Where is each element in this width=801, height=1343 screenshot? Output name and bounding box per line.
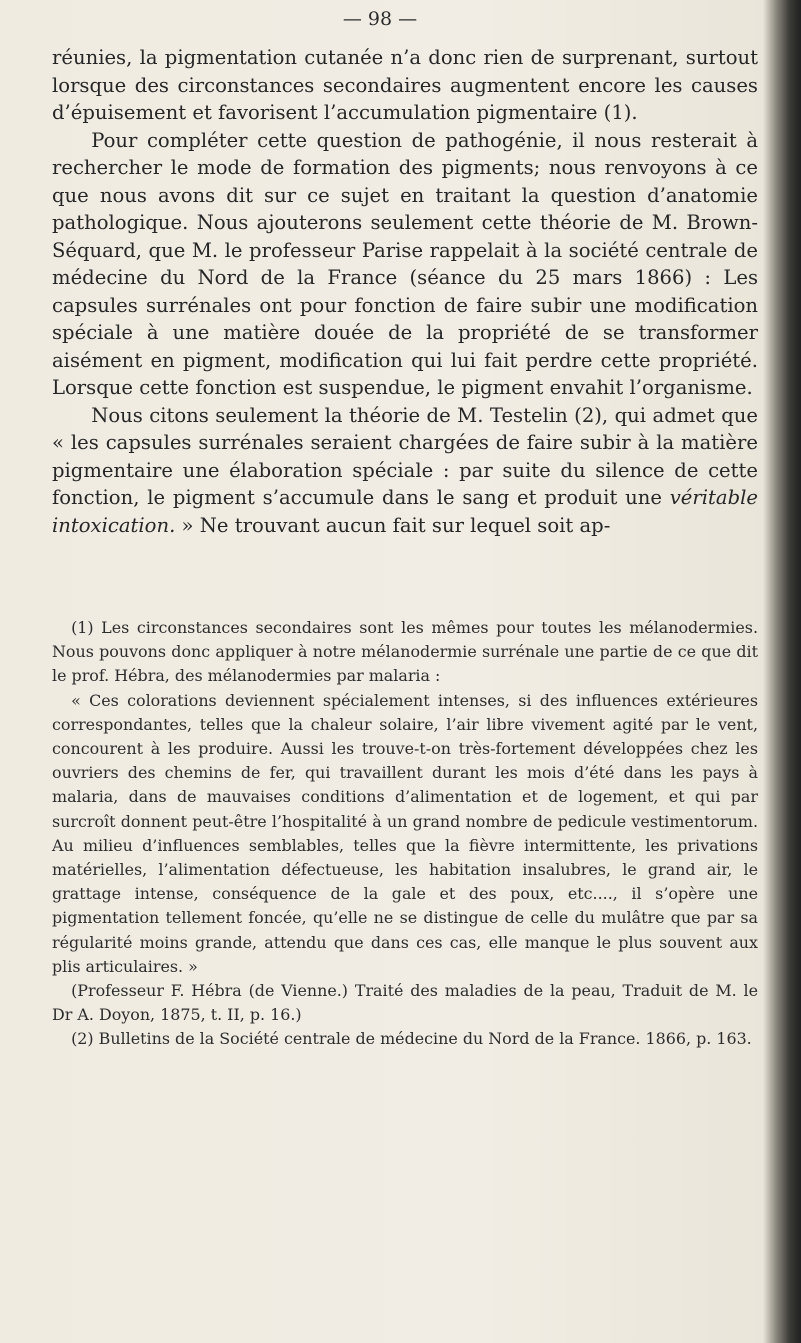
page-binding-edge xyxy=(763,0,801,1343)
main-text xyxy=(52,44,758,539)
footnotes xyxy=(52,616,758,1052)
paragraph-1: réunies, la pigmentation cutanée n’a donc rien de surprenant, surtout lorsque des circonstances secondaires augmentent encore les causes d’épuisement et favorisent l’accumulation pigmentaire (1). xyxy=(52,46,758,124)
paragraph-3-italic: véritable intoxication. xyxy=(52,486,758,537)
paragraph-3-end: » Ne trouvant aucun fait sur lequel soit ap- xyxy=(175,513,611,537)
footnote-1-citation: (Professeur F. Hébra (de Vienne.) Traité des maladies de la peau, Traduit de M. le Dr A. Doyon, 1875, t. II, p. 16.) xyxy=(52,981,758,1025)
paragraph-2: Pour compléter cette question de pathogénie, il nous resterait à rechercher le mode de formation des pigments; nous renvoyons à ce que nous avons dit sur ce sujet en traitant la question d’anatomie pathologique. Nous ajouterons seulement cette théorie de M. Brown-Séquard, que M. le professeur Parise rappelait à la société centrale de médecine du Nord de la France (séance du 25 mars 1866) : Les capsules surrénales ont pour fonction de faire subir une modification spéciale à une matière douée de la propriété de se transformer aisément en pigment, modification qui lui fait perdre cette propriété. Lorsque cette fonction est suspendue, le pigment envahit l’organisme. xyxy=(52,128,758,399)
paragraph-3-start: Nous citons seulement la théorie de M. Testelin (2), qui admet que « les capsules surrénales seraient chargées de faire subir à la matière pigmentaire une élaboration spéciale : par suite du silence de cette fonction, le pigment s’accumule dans le sang et produit une xyxy=(52,403,758,509)
footnote-1-quote: « Ces colorations deviennent spécialement intenses, si des influences extérieures correspondantes, telles que la chaleur solaire, l’air libre vivement agité par le vent, concourent à les produire. Aussi les trouve-t-on très-fortement développées chez les ouvriers des chemins de fer, qui travaillent durant les mois d’été dans les pays à malaria, dans de mauvaises conditions d’alimentation et de logement, et qui par surcroît donnent peut-être l’hospitalité à un grand nombre de pedicule vestimentorum. Au milieu d’influences semblables, telles que la fièvre intermittente, les privations matérielles, l’alimentation défectueuse, les habitation insalubres, le grand air, le grattage intense, conséquence de la gale et des poux, etc...., il s’opère une pigmentation tellement foncée, qu’elle ne se distingue de celle du mulâtre que par sa régularité moins grande, attendu que dans ces cas, elle manque le plus souvent aux plis articulaires. » xyxy=(52,690,758,976)
page-number: — 98 — xyxy=(342,8,418,30)
paragraph-3 xyxy=(52,402,758,540)
footnote-2: (2) Bulletins de la Société centrale de médecine du Nord de la France. 1866, p. 163. xyxy=(71,1029,752,1049)
footnote-1: (1) Les circonstances secondaires sont les mêmes pour toutes les mélanodermies. Nous pouvons donc appliquer à notre mélanodermie surrénale une partie de ce que dit le prof. Hébra, des mélanodermies par malaria : xyxy=(52,618,758,686)
